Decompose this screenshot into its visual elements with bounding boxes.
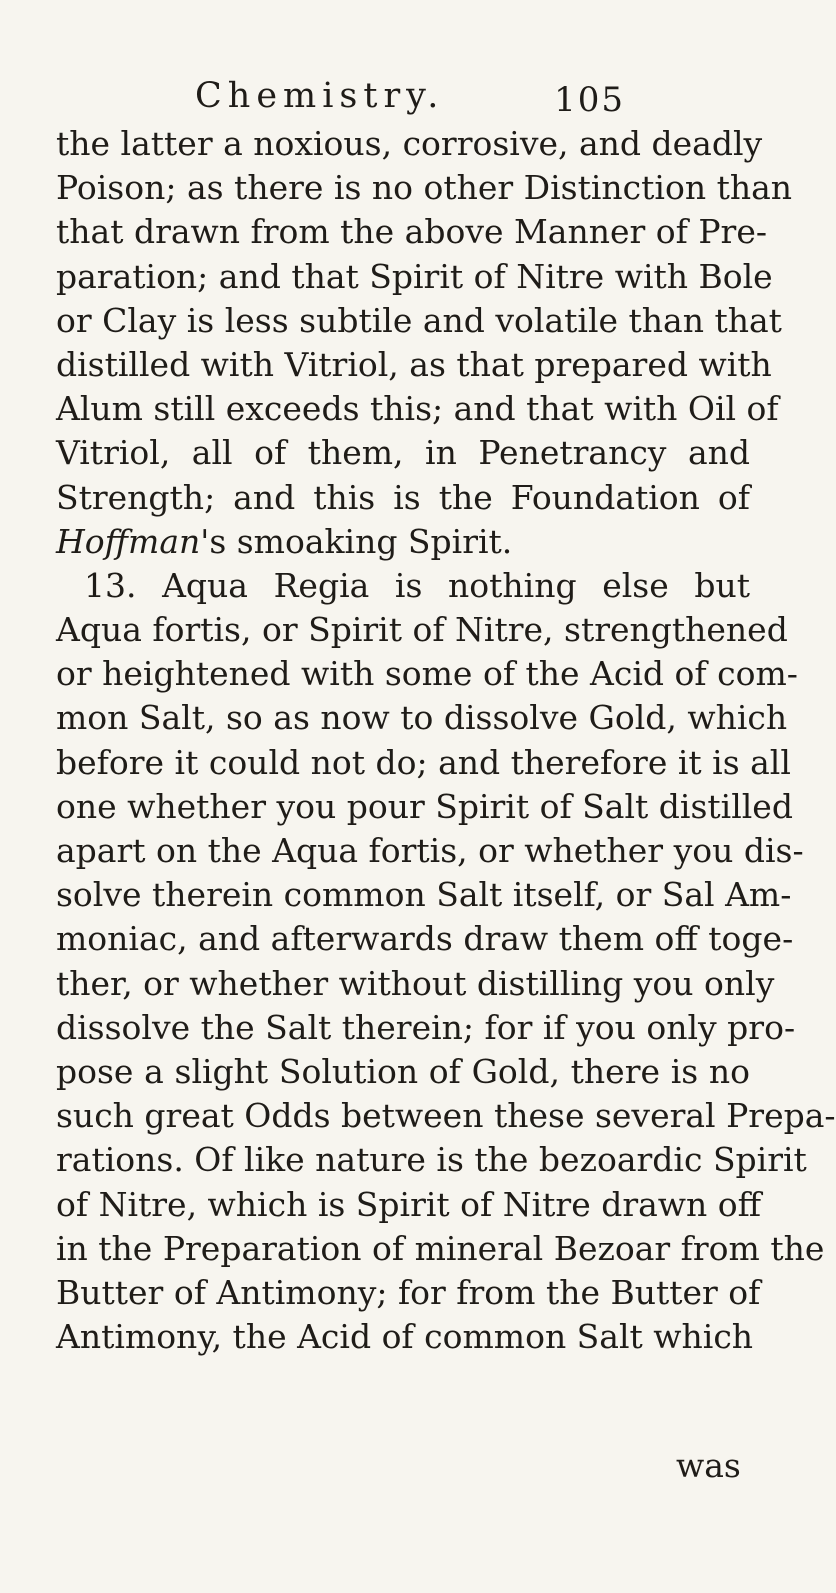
text-line: of Nitre, which is Spirit of Nitre drawn off	[56, 1184, 762, 1224]
text-line: Antimony, the Acid of common Salt which	[56, 1317, 754, 1357]
body-text	[56, 122, 836, 1359]
text-line: moniac, and afterwards draw them off toge-	[56, 919, 794, 959]
running-head	[195, 70, 625, 120]
text-line: paration; and that Spirit of Nitre with Bole	[56, 256, 773, 296]
text-line: distilled with Vitriol, as that prepared with	[56, 344, 772, 384]
text-line: Aqua fortis, or Spirit of Nitre, strengthened	[56, 610, 788, 650]
text-line: solve therein common Salt itself, or Sal Am-	[56, 875, 792, 915]
text-line: Alum still exceeds this; and that with Oil of	[56, 389, 779, 429]
text-line: rations. Of like nature is the bezoardic Spirit	[56, 1140, 807, 1180]
text-line: Strength; and this is the Foundation of	[56, 477, 750, 517]
page-number: 105	[554, 80, 625, 120]
text-line: or Clay is less subtile and volatile than that	[56, 300, 782, 340]
paragraph-start-line: 13. Aqua Regia is nothing else but	[84, 565, 750, 605]
text-line: apart on the Aqua fortis, or whether you dis-	[56, 831, 804, 870]
text-line: Poison; as there is no other Distinction than	[56, 168, 793, 208]
text-line: pose a slight Solution of Gold, there is no	[56, 1051, 750, 1091]
text-line: Butter of Antimony; for from the Butter of	[56, 1272, 761, 1312]
text-line: that drawn from the above Manner of Pre-	[56, 212, 767, 252]
catchword: was	[676, 1446, 741, 1485]
text-line: mon Salt, so as now to dissolve Gold, which	[56, 698, 788, 738]
text-line: dissolve the Salt therein; for if you only pro-	[56, 1007, 796, 1047]
text-line: such great Odds between these several Prepa-	[56, 1096, 836, 1136]
text-line: before it could not do; and therefore it is all	[56, 742, 791, 782]
text-line: Hoffman's smoaking Spirit.	[56, 521, 513, 561]
text-line: Vitriol, all of them, in Penetrancy and	[56, 433, 750, 473]
text-line: ther, or whether without distilling you only	[56, 963, 775, 1003]
text-line: in the Preparation of mineral Bezoar from the	[56, 1228, 825, 1268]
text-line: one whether you pour Spirit of Salt distilled	[56, 786, 793, 826]
text-line: the latter a noxious, corrosive, and deadly	[56, 124, 763, 163]
text-line: or heightened with some of the Acid of com-	[56, 654, 798, 694]
running-title: Chemistry.	[195, 76, 445, 116]
